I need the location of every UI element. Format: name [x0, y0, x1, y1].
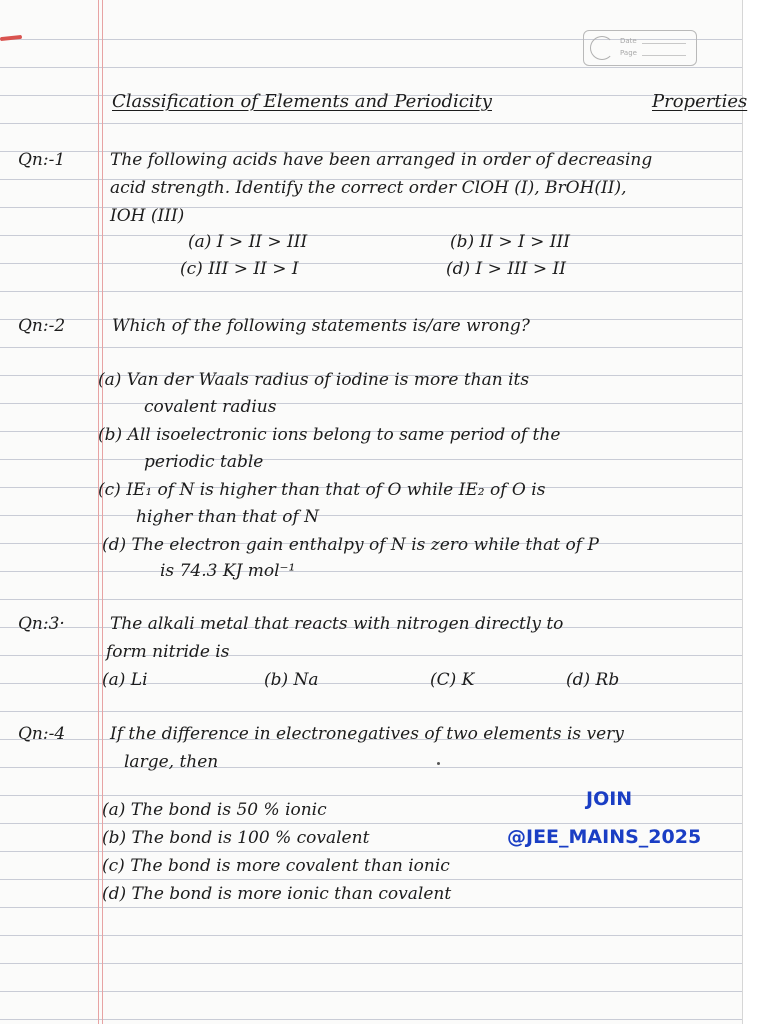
question-4-option-b: (b) The bond is 100 % covalent: [102, 828, 370, 848]
question-3-line-2: form nitride is: [106, 642, 230, 662]
red-mark: [0, 35, 22, 41]
page-line: [642, 55, 686, 56]
question-4-label: Qn:-4: [18, 724, 66, 744]
question-2-option-d: (d) The electron gain enthalpy of N is zero while that of P: [102, 535, 599, 555]
margin-line: [98, 0, 99, 1024]
question-2-option-d-cont: is 74.3 KJ mol⁻¹: [160, 561, 296, 581]
page-edge: [742, 0, 768, 1024]
question-2-option-c-cont: higher than that of N: [136, 507, 320, 527]
question-2-option-b: (b) All isoelectronic ions belong to same period of the: [98, 425, 561, 445]
pencil-dot: [437, 762, 440, 765]
question-2-option-b-cont: periodic table: [144, 452, 264, 472]
question-4-option-d: (d) The bond is more ionic than covalent: [102, 884, 452, 904]
question-1-label: Qn:-1: [18, 150, 66, 170]
question-1-option-d: (d) I > III > II: [446, 259, 566, 279]
question-2-line-1: Which of the following statements is/are wrong?: [112, 316, 530, 336]
question-3-option-b: (b) Na: [264, 670, 319, 690]
question-1-option-a: (a) I > II > III: [188, 232, 308, 252]
question-1-line-1: The following acids have been arranged in order of decreasing: [110, 150, 653, 170]
date-page-box: [583, 30, 697, 66]
date-label: Date: [620, 37, 637, 45]
question-1-line-3: IOH (III): [110, 206, 185, 226]
question-2-option-a-cont: covalent radius: [144, 397, 277, 417]
question-1-option-b: (b) II > I > III: [450, 232, 570, 252]
question-2-option-c: (c) IE₁ of N is higher than that of O while IE₂ of O is: [98, 480, 546, 500]
question-3-line-1: The alkali metal that reacts with nitrogen directly to: [110, 614, 564, 634]
page-label: Page: [620, 49, 637, 57]
spiral-icon: [590, 36, 614, 60]
question-1-option-c: (c) III > II > I: [180, 259, 299, 279]
watermark-join: JOIN: [586, 788, 633, 810]
watermark-handle: @JEE_MAINS_2025: [507, 826, 702, 848]
page-title: Classification of Elements and Periodicity: [112, 91, 492, 112]
question-2-label: Qn:-2: [18, 316, 66, 336]
date-line: [642, 43, 686, 44]
page-title-end: Properties: [652, 91, 748, 112]
question-3-option-a: (a) Li: [102, 670, 148, 690]
question-3-option-c: (C) K: [430, 670, 475, 690]
question-2-option-a: (a) Van der Waals radius of iodine is more than its: [98, 370, 530, 390]
question-4-option-c: (c) The bond is more covalent than ionic: [102, 856, 450, 876]
question-4-line-1: If the difference in electronegatives of two elements is very: [110, 724, 624, 744]
question-4-line-2: large, then: [124, 752, 219, 772]
question-3-option-d: (d) Rb: [566, 670, 620, 690]
question-3-label: Qn:3·: [18, 614, 65, 634]
question-4-option-a: (a) The bond is 50 % ionic: [102, 800, 327, 820]
question-1-line-2: acid strength. Identify the correct order ClOH (I), BrOH(II),: [110, 178, 627, 198]
